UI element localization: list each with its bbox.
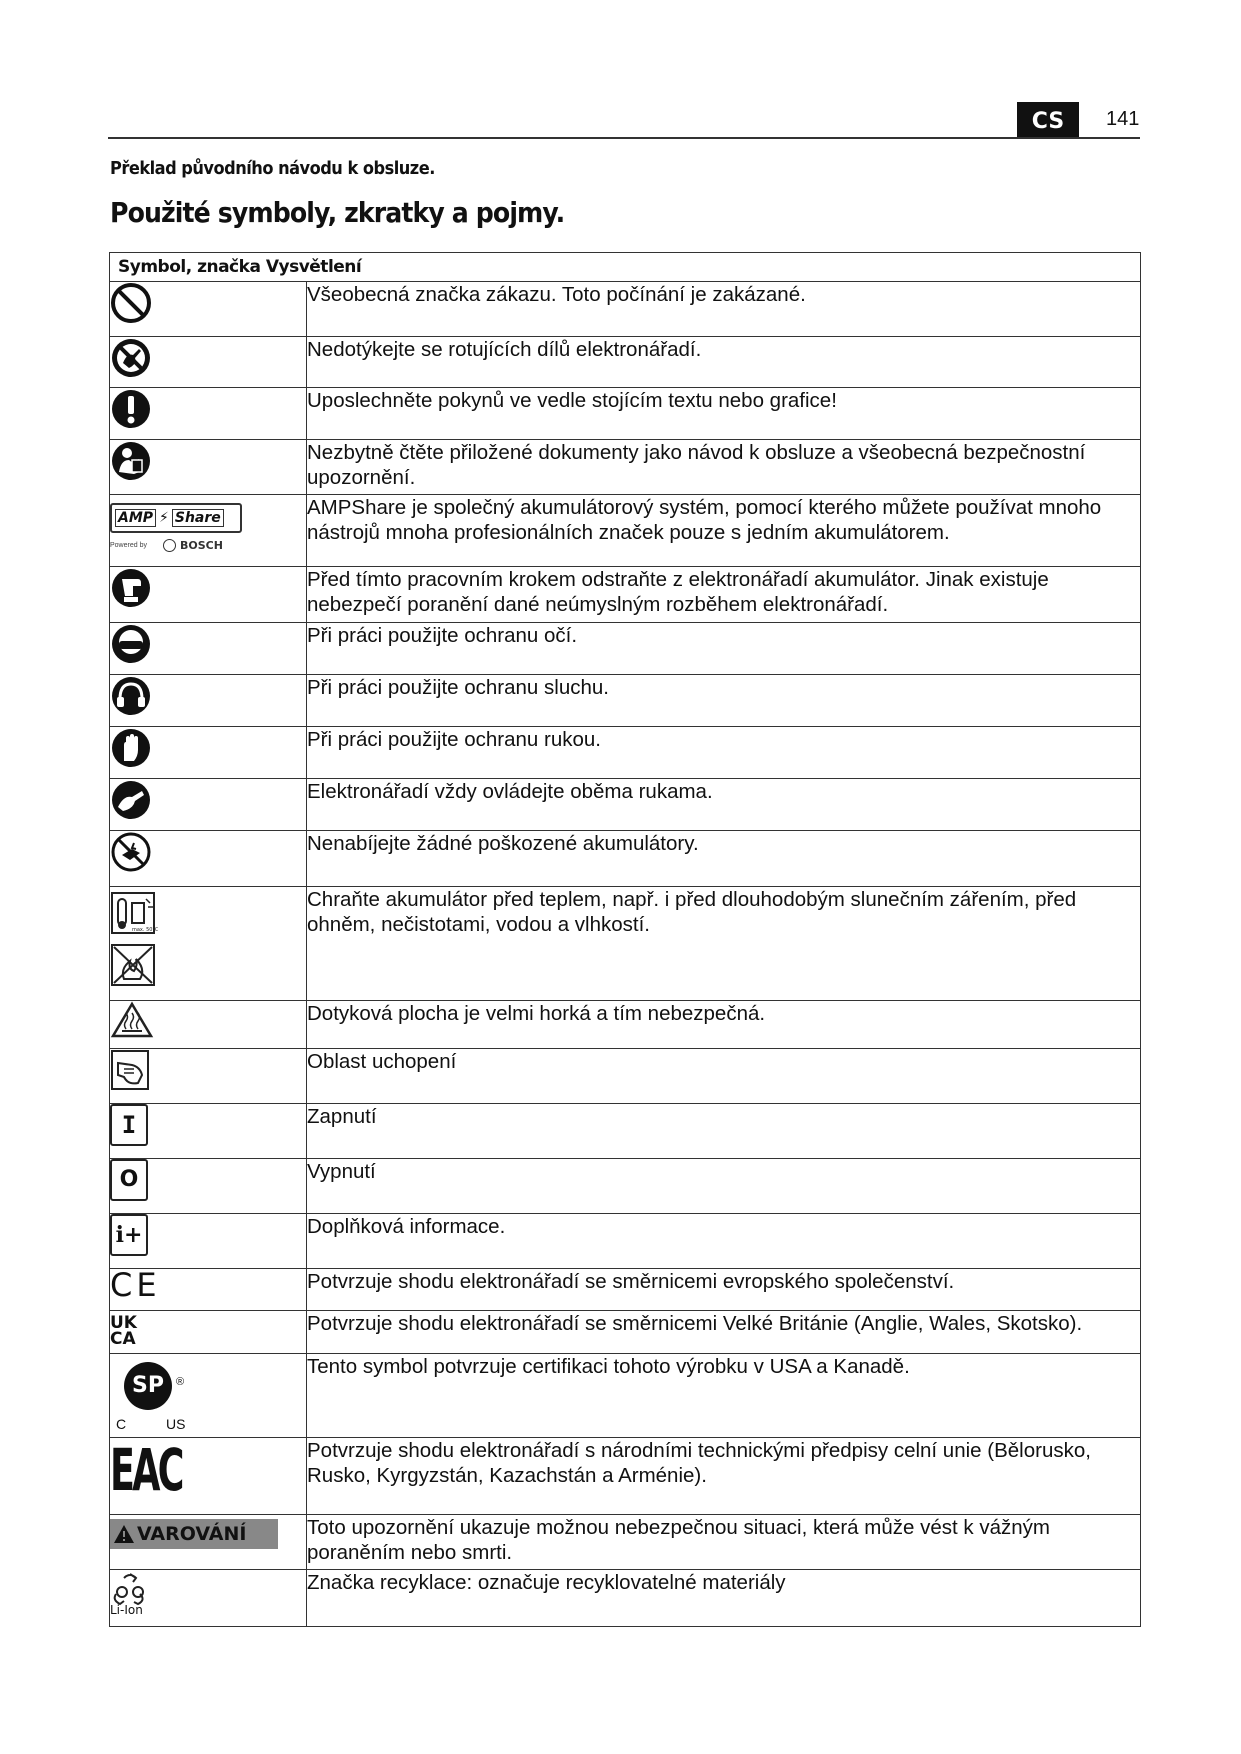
row-text: Nenabíjejte žádné poškozené akumulátory. <box>307 831 1141 887</box>
table-row <box>110 1438 1141 1515</box>
symbols-table <box>109 252 1141 1627</box>
row-text: Chraňte akumulátor před teplem, např. i před dlouhodobým slunečním zářením, před ohněm, nečistotami, vodou a vlhkostí. <box>307 887 1141 1001</box>
page-number: 141 <box>1106 108 1140 130</box>
hot-surface-icon <box>110 1001 154 1039</box>
info-icon: i+ <box>110 1214 148 1256</box>
exclamation-icon <box>110 388 152 430</box>
no-damaged-battery-icon <box>110 831 152 873</box>
table-row <box>110 1104 1141 1159</box>
row-text: Toto upozornění ukazuje možnou nebezpečnou situaci, která může vést k vážným poraněním nebo smrti. <box>307 1515 1141 1570</box>
warning-triangle-icon <box>113 1524 135 1544</box>
csa-reg: ® <box>176 1376 185 1388</box>
row-text: Potvrzuje shodu elektronářadí se směrnicemi evropského společenství. <box>307 1269 1141 1311</box>
ukca-top: UK <box>110 1313 137 1333</box>
page-title: Použité symboly, zkratky a pojmy. <box>110 196 565 229</box>
table-row <box>110 495 1141 567</box>
table-row <box>110 282 1141 337</box>
eac-mark: EAC <box>110 1436 182 1504</box>
row-text: Dotyková plocha je velmi horká a tím nebezpečná. <box>307 1001 1141 1049</box>
ampshare-bosch: BOSCH <box>179 539 223 552</box>
row-text: Elektronářadí vždy ovládejte oběma rukama. <box>307 779 1141 831</box>
row-text: Nedotýkejte se rotujících dílů elektronářadí. <box>307 337 1141 388</box>
table-row <box>110 623 1141 675</box>
row-text: Před tímto pracovním krokem odstraňte z elektronářadí akumulátor. Jinak existuje nebezpečí poranění dané neúmyslným rozběhem elektronářadí. <box>307 567 1141 623</box>
table-row <box>110 1515 1141 1570</box>
remove-battery-icon <box>110 567 152 609</box>
two-hands-icon <box>110 779 152 821</box>
table-row <box>110 1570 1141 1627</box>
row-text: Potvrzuje shodu elektronářadí se směrnicemi Velké Británie (Anglie, Wales, Skotsko). <box>307 1311 1141 1354</box>
power-off-icon: O <box>110 1159 148 1201</box>
col-symbol-header: Symbol, značka <box>118 257 261 277</box>
table-row <box>110 337 1141 388</box>
table-row <box>110 440 1141 495</box>
row-text: Oblast uchopení <box>307 1049 1141 1104</box>
recycle-arrows-icon <box>110 1572 150 1606</box>
table-row <box>110 567 1141 623</box>
row-text: AMPShare je společný akumulátorový systém, pomocí kterého můžete používat mnoho nástrojů mnoha profesionálních značek pouze s jedním akumulátorem. <box>307 495 1141 567</box>
csa-us: US <box>166 1416 186 1432</box>
row-text: Nezbytně čtěte přiložené dokumenty jako návod k obsluze a všeobecná bezpečnostní upozornění. <box>307 440 1141 495</box>
row-text: Všeobecná značka zákazu. Toto počínání je zakázané. <box>307 282 1141 337</box>
col-explanation-header: Vysvětlení <box>265 257 362 277</box>
table-row <box>110 1159 1141 1214</box>
row-text: Značka recyklace: označuje recyklovatelné materiály <box>307 1570 1141 1627</box>
csa-logo: SP <box>124 1362 172 1410</box>
header-divider <box>108 137 1140 139</box>
table-row <box>110 1269 1141 1311</box>
bosch-icon <box>163 539 176 552</box>
row-text: Tento symbol potvrzuje certifikaci tohoto výrobku v USA a Kanadě. <box>307 1354 1141 1438</box>
table-row <box>110 1354 1141 1438</box>
document-subtitle: Překlad původního návodu k obsluze. <box>110 158 435 179</box>
li-ion-label: Li-Ion <box>110 1603 143 1617</box>
temp-label: max. 50°C <box>132 927 158 933</box>
grip-area-icon <box>110 1049 150 1091</box>
table-row <box>110 675 1141 727</box>
table-row <box>110 1049 1141 1104</box>
row-text: Doplňková informace. <box>307 1214 1141 1269</box>
table-row <box>110 831 1141 887</box>
row-text: Vypnutí <box>307 1159 1141 1214</box>
ce-mark: CE <box>110 1266 161 1304</box>
csa-mark <box>110 1354 307 1438</box>
row-text: Při práci použijte ochranu sluchu. <box>307 675 1141 727</box>
eye-protection-icon <box>110 623 152 665</box>
plug-icon: ⚡ <box>159 510 169 526</box>
ampshare-share: Share <box>172 509 224 527</box>
table-row <box>110 727 1141 779</box>
language-badge: CS <box>1017 102 1079 138</box>
table-header <box>110 253 1141 282</box>
table-row <box>110 1214 1141 1269</box>
csa-c: C <box>116 1416 127 1432</box>
row-text: Při práci použijte ochranu očí. <box>307 623 1141 675</box>
row-text: Zapnutí <box>307 1104 1141 1159</box>
table-row <box>110 887 1141 1001</box>
no-touch-rotating-icon <box>110 337 152 379</box>
table-header-row <box>110 253 1141 282</box>
table-row <box>110 1001 1141 1049</box>
ampshare-amp: AMP <box>115 509 156 527</box>
table-row <box>110 779 1141 831</box>
battery-heat-icon <box>110 887 307 1001</box>
ampshare-logo <box>110 495 307 567</box>
warning-label <box>110 1519 278 1549</box>
power-on-icon: I <box>110 1104 148 1146</box>
row-text: Potvrzuje shodu elektronářadí s národními technickými předpisy celní unie (Bělorusko, Rusko, Kyrgyzstán, Kazachstán a Arménie). <box>307 1438 1141 1515</box>
thermometer-battery-icon <box>110 891 158 935</box>
no-fire-water-icon <box>110 943 158 987</box>
row-text: Při práci použijte ochranu rukou. <box>307 727 1141 779</box>
table-row <box>110 388 1141 440</box>
ukca-mark <box>110 1311 307 1354</box>
prohibition-icon <box>110 282 152 324</box>
recycle-icon <box>110 1570 307 1627</box>
warning-text: VAROVÁNÍ <box>137 1523 247 1545</box>
hand-protection-icon <box>110 727 152 769</box>
ear-protection-icon <box>110 675 152 717</box>
ukca-bottom: CA <box>110 1329 136 1349</box>
ampshare-powered: Powered by <box>110 542 147 549</box>
read-manual-icon <box>110 440 152 482</box>
table-row <box>110 1311 1141 1354</box>
row-text: Uposlechněte pokynů ve vedle stojícím textu nebo grafice! <box>307 388 1141 440</box>
